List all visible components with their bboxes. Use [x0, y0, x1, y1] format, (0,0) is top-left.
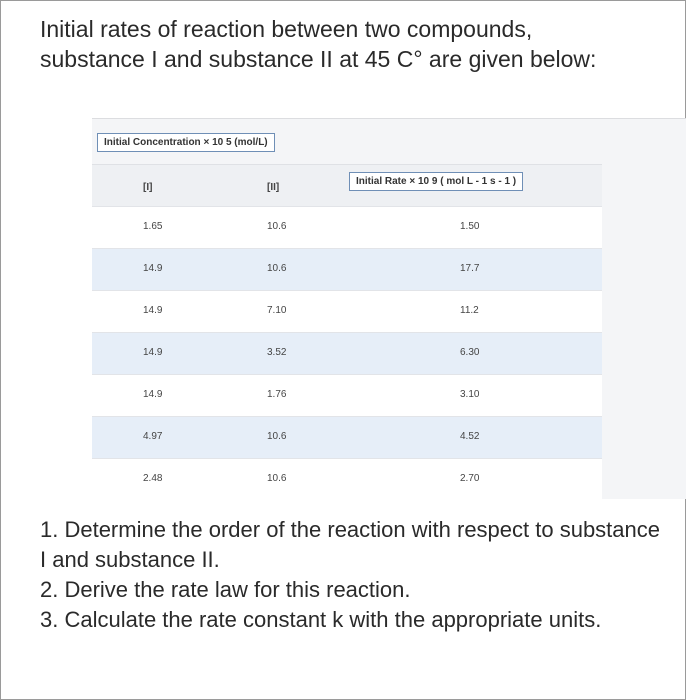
table-row	[92, 458, 602, 500]
cell-conc-ii: 3.52	[267, 347, 287, 358]
cell-conc-i: 14.9	[143, 389, 163, 400]
cell-rate: 11.2	[460, 305, 479, 316]
table-row	[92, 374, 602, 416]
table-group-header-row	[92, 119, 686, 164]
concentration-header: Initial Concentration × 10 5 (mol/L)	[97, 133, 275, 152]
cell-rate: 17.7	[460, 263, 480, 274]
table-row	[92, 248, 602, 290]
table-body	[92, 206, 602, 500]
table-row	[92, 332, 602, 374]
table-row	[92, 206, 602, 248]
cell-conc-i: 2.48	[143, 473, 163, 484]
question-3: 3. Calculate the rate constant k with the appropriate units.	[40, 607, 602, 632]
rates-table	[92, 118, 686, 499]
table-column-header-row	[92, 164, 602, 207]
cell-conc-ii: 1.76	[267, 389, 287, 400]
cell-conc-i: 14.9	[143, 305, 163, 316]
table-row	[92, 416, 602, 458]
cell-conc-ii: 10.6	[267, 263, 287, 274]
cell-rate: 2.70	[460, 473, 480, 484]
col-header-substance-ii: [II]	[267, 182, 280, 193]
cell-rate: 6.30	[460, 347, 480, 358]
cell-conc-i: 14.9	[143, 263, 163, 274]
cell-conc-ii: 10.6	[267, 431, 287, 442]
initial-rate-header: Initial Rate × 10 9 ( mol L - 1 s - 1 )	[349, 172, 523, 191]
questions-list	[40, 515, 660, 635]
cell-conc-i: 14.9	[143, 347, 163, 358]
cell-conc-i: 1.65	[143, 221, 163, 232]
cell-rate: 4.52	[460, 431, 480, 442]
intro-text: Initial rates of reaction between two compounds, substance I and substance II at 45 C° are given below:	[40, 16, 597, 72]
cell-rate: 3.10	[460, 389, 480, 400]
question-2: 2. Derive the rate law for this reaction.	[40, 577, 411, 602]
table-row	[92, 290, 602, 332]
col-header-substance-i: [I]	[143, 182, 153, 193]
cell-conc-i: 4.97	[143, 431, 163, 442]
cell-conc-ii: 10.6	[267, 221, 287, 232]
cell-conc-ii: 7.10	[267, 305, 287, 316]
cell-rate: 1.50	[460, 221, 480, 232]
cell-conc-ii: 10.6	[267, 473, 287, 484]
question-1: 1. Determine the order of the reaction with respect to substance I and substance II.	[40, 517, 660, 572]
